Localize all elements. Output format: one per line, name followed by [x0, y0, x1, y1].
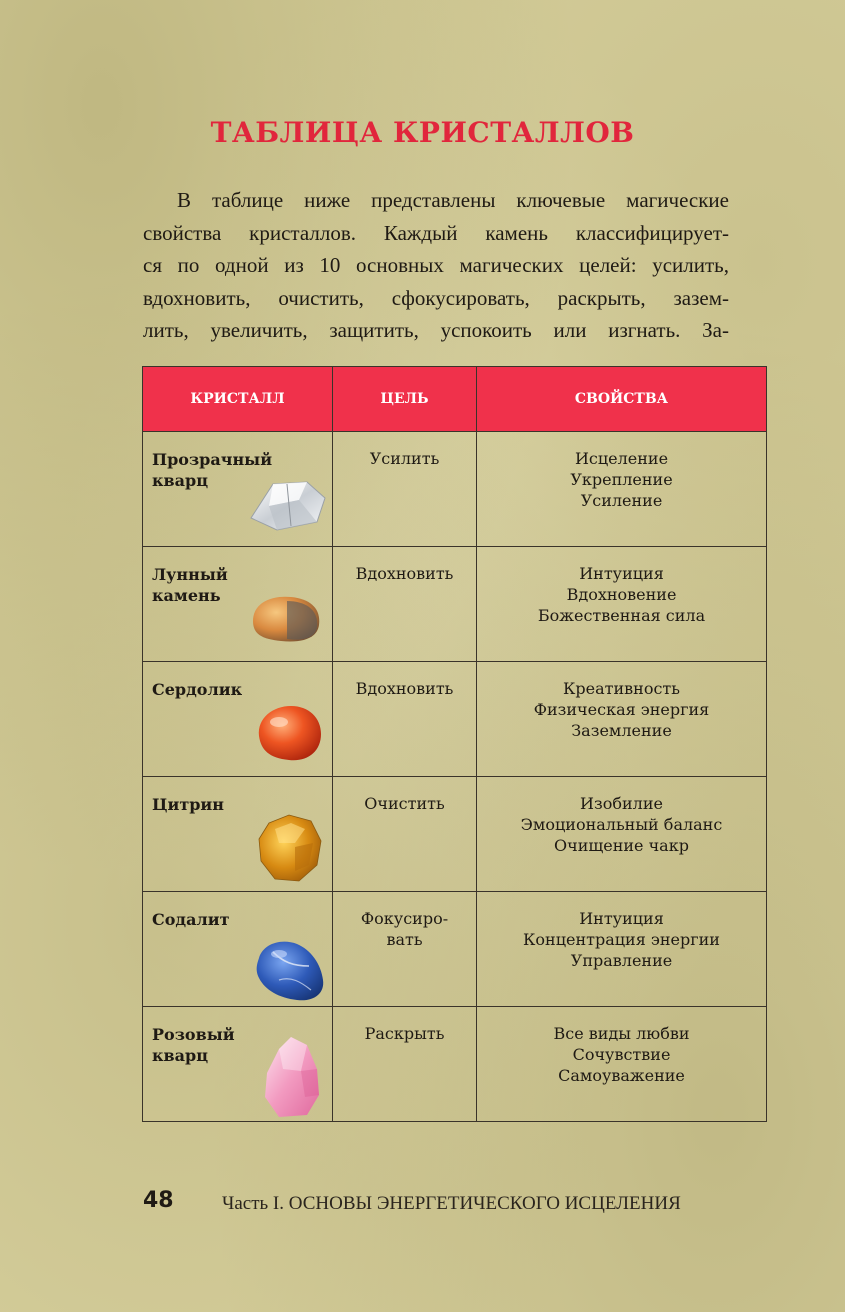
- table-row: [143, 777, 767, 892]
- header-crystal: КРИСТАЛЛ: [143, 367, 333, 432]
- moonstone-icon: [247, 591, 323, 645]
- intro-line: лить, увеличить, защитить, успокоить или изгнать. За-: [143, 318, 729, 342]
- table-row: [143, 1007, 767, 1122]
- header-goal: ЦЕЛЬ: [333, 367, 477, 432]
- properties-cell: [477, 662, 767, 777]
- goal-cell: [333, 892, 477, 1007]
- goal-cell: [333, 662, 477, 777]
- crystal-name: Прозрачный кварц: [152, 450, 273, 490]
- crystal-name: Цитрин: [152, 795, 225, 814]
- goal-text: Вдохновить: [355, 679, 454, 698]
- intro-line: свойства кристаллов. Каждый камень классифицирует-: [143, 220, 729, 245]
- crystal-table: [142, 366, 767, 1122]
- crystal-cell: [143, 777, 333, 892]
- crystal-cell: [143, 892, 333, 1007]
- crystal-cell: [143, 1007, 333, 1122]
- crystal-cell: [143, 547, 333, 662]
- clear-quartz-icon: [247, 478, 327, 534]
- intro-line: В таблице ниже представлены ключевые магические: [177, 188, 729, 212]
- sodalite-icon: [249, 936, 327, 1004]
- properties-cell: [477, 892, 767, 1007]
- running-title: Часть I. ОСНОВЫ ЭНЕРГЕТИЧЕСКОГО ИСЦЕЛЕНИЯ: [222, 1193, 681, 1214]
- table-row: [143, 662, 767, 777]
- goal-text: Фокусиро- вать: [360, 909, 449, 949]
- crystal-name: Розовый кварц: [152, 1025, 235, 1065]
- goal-text: Очистить: [364, 794, 445, 813]
- page-number: 48: [143, 1188, 174, 1213]
- properties-text: Интуиция Вдохновение Божественная сила: [537, 564, 706, 625]
- intro-paragraph: [143, 184, 729, 347]
- goal-cell: [333, 432, 477, 547]
- rose-quartz-icon: [261, 1035, 323, 1119]
- properties-cell: [477, 432, 767, 547]
- table-row: [143, 892, 767, 1007]
- crystal-cell: [143, 662, 333, 777]
- crystal-name: Сердолик: [152, 680, 243, 699]
- properties-cell: [477, 1007, 767, 1122]
- crystal-cell: [143, 432, 333, 547]
- intro-line: ся по одной из 10 основных магических целей: усилить,: [143, 253, 729, 277]
- carnelian-icon: [251, 702, 325, 764]
- goal-text: Вдохновить: [355, 564, 454, 583]
- table-row: [143, 547, 767, 662]
- properties-cell: [477, 777, 767, 892]
- table-header-row: [143, 367, 767, 432]
- properties-cell: [477, 547, 767, 662]
- header-properties: СВОЙСТВА: [477, 367, 767, 432]
- goal-cell: [333, 777, 477, 892]
- goal-text: Усилить: [369, 449, 440, 468]
- goal-text: Раскрыть: [364, 1024, 445, 1043]
- properties-text: Интуиция Концентрация энергии Управление: [523, 909, 720, 970]
- properties-text: Все виды любви Сочувствие Самоуважение: [553, 1024, 690, 1085]
- goal-cell: [333, 547, 477, 662]
- page-title: ТАБЛИЦА КРИСТАЛЛОВ: [210, 116, 635, 149]
- goal-cell: [333, 1007, 477, 1122]
- crystal-name: Лунный камень: [152, 565, 228, 605]
- properties-text: Креативность Физическая энергия Заземление: [533, 679, 710, 740]
- properties-text: Исцеление Укрепление Усиление: [570, 449, 673, 510]
- properties-text: Изобилие Эмоциональный баланс Очищение чакр: [520, 794, 723, 855]
- intro-line: вдохновить, очистить, сфокусировать, раскрыть, зазем-: [143, 285, 729, 310]
- citrine-icon: [255, 813, 325, 885]
- table-row: [143, 432, 767, 547]
- crystal-name: Содалит: [152, 910, 230, 929]
